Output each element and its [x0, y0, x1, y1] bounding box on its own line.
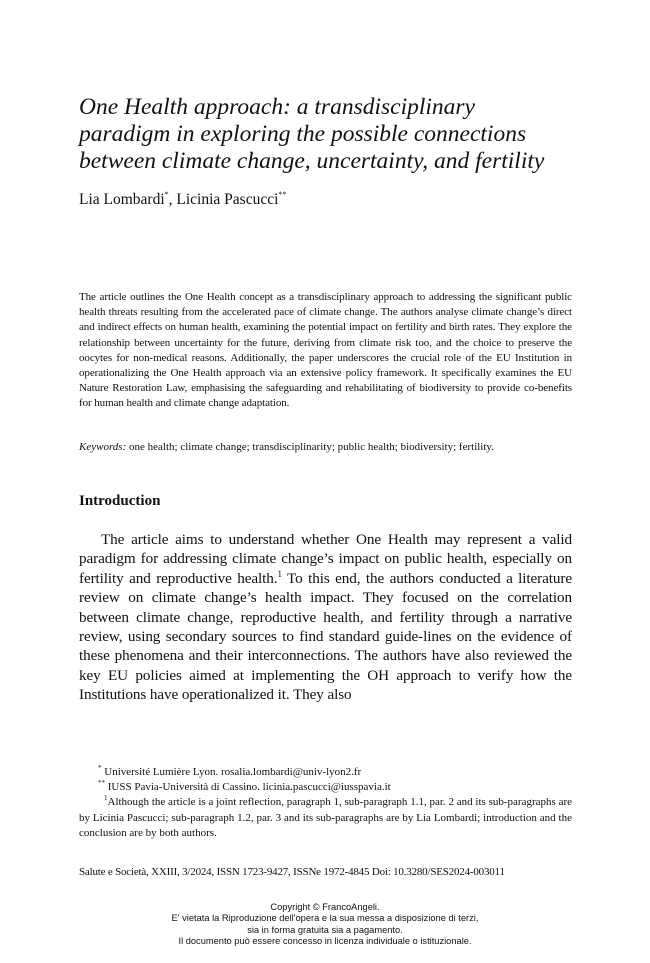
author-affiliation-mark: * [164, 190, 169, 199]
author-name: Lia Lombardi [79, 191, 165, 208]
footnote-affiliation [79, 780, 572, 795]
footnote-note [79, 795, 572, 841]
footnote-reference[interactable]: 1 [277, 568, 282, 579]
author-affiliation-mark: ** [278, 190, 287, 199]
title-line: between climate change, uncertainty, and fertility [79, 148, 545, 174]
copyright-line: sia in forma gratuita sia a pagamento. [247, 924, 403, 935]
footnote-mark: ** [98, 779, 105, 788]
body-text-part: To this end, the authors conducted a literature review on climate change’s health impact. They focused on the correlation between climate change, reproductive health, and fertility through a narrative review, using secondary sources to find standard guide-lines on the evidence of these phenomena and their interconnections. The authors have also reviewed the key EU policies aimed at implementing the OH approach to verify how the Institutions have operationalized it. They also [79, 569, 572, 704]
keywords [79, 441, 579, 453]
footnote-text: Although the article is a joint reflection, paragraph 1, sub-paragraph 1.1, par. 2 and its sub-paragraphs are by Licinia Pascucci; sub-paragraph 1.2, par. 3 and its sub-paragraphs are by Lia Lombardi; introduction and the conclusion are by both authors. [79, 796, 572, 839]
keywords-text: one health; climate change; transdisciplinarity; public health; biodiversity; fertility. [126, 441, 494, 453]
footnote-mark: 1 [104, 794, 108, 803]
title-line: One Health approach: a transdisciplinary [79, 94, 475, 120]
author-name: Licinia Pascucci [176, 191, 279, 208]
footnote-text: IUSS Pavia-Università di Cassino. licinia.pascucci@iusspavia.it [105, 781, 391, 794]
copyright-line: Copyright © FrancoAngeli. [270, 902, 380, 912]
footnote-text: Université Lumière Lyon. rosalia.lombardi@univ-lyon2.fr [101, 766, 362, 778]
footnote-affiliation [79, 765, 572, 780]
copyright-notice [100, 902, 550, 948]
footnote-mark: * [98, 764, 102, 772]
title-line: paradigm in exploring the possible connections [79, 121, 527, 147]
author-separator: , [168, 191, 177, 208]
author-list [79, 191, 286, 209]
article-title [79, 94, 599, 175]
footnotes [79, 765, 572, 841]
body-text-part: The article aims to understand whether One Health may represent a valid paradigm for addressing climate change’s impact on public health, especially on fertility and reproductive health. [79, 531, 572, 587]
journal-citation: Salute e Società, XXIII, 3/2024, ISSN 1723-9427, ISSNe 1972-4845 Doi: 10.3280/SES2024-003011 [79, 866, 505, 878]
keywords-label: Keywords: [79, 441, 127, 453]
body-paragraph [79, 530, 572, 705]
abstract: The article outlines the One Health concept as a transdisciplinary approach to addressing the significant public health threats resulting from the accelerated pace of climate change. The authors analyse climate change’s direct and indirect effects on human health, examining the potential impact on fertility and birth rates. They explore the relationship between uncertainty for the future, deriving from climate risk too, and the choice to preserve the oocytes for non-medical reasons. Additionally, the paper underscores the crucial role of the EU Institution in operationalizing the One Health approach via an extensive policy framework. It specifically examines the EU Nature Restoration Law, emphasising the safeguarding and rehabilitating of biodiversity to provide co-benefits for human health and climate change adaptation. [79, 291, 572, 410]
section-heading: Introduction [79, 493, 161, 509]
copyright-line: Il documento può essere concesso in licenza individuale o istituzionale. [178, 936, 472, 947]
copyright-line: E' vietata la Riproduzione dell'opera e la sua messa a disposizione di terzi, [171, 913, 479, 924]
